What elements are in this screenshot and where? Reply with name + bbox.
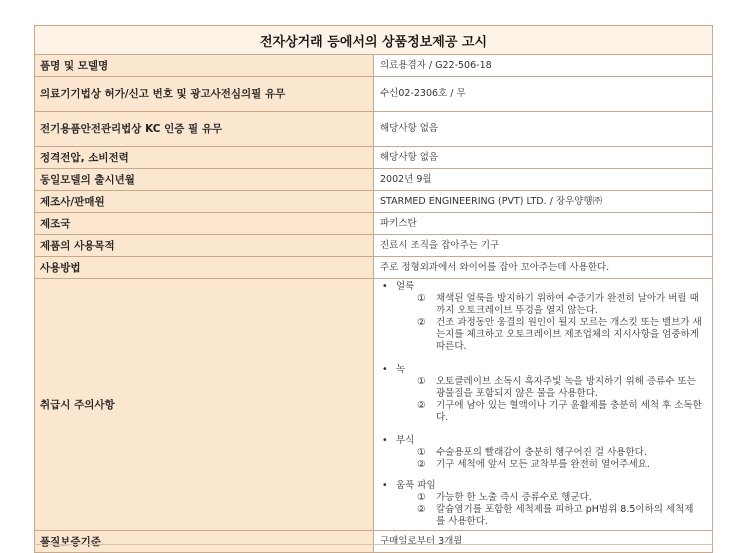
table-row (35, 235, 713, 257)
section-title: 움푹 파임 (396, 480, 436, 491)
circled-number: ② (417, 459, 426, 470)
bullet-icon: • (382, 281, 388, 292)
table-row (35, 191, 713, 213)
care-text: 기구에 남아 있는 혈액이나 기구 윤활제를 충분히 세척 후 소독한다. (436, 400, 702, 423)
row-label: 품명 및 모델명 (35, 55, 374, 77)
care-text: 건조 과정동안 웅결의 원인이 될지 모르는 개스킷 또는 밸브가 새는지를 체크하고 오토크레이브 제조업체의 지시사항을 엄중하게 따른다. (436, 317, 702, 352)
row-value: 파키스탄 (374, 213, 713, 235)
table-row (35, 531, 713, 553)
care-section-corrosion (380, 435, 706, 471)
bullet-icon: • (382, 364, 388, 375)
row-label: 제조사/판매원 (35, 191, 374, 213)
care-text: 오토클레이브 소독시 흑자주빛 녹을 방지하기 위해 증류수 또는 광물질을 포함되지 않은 물을 사용한다. (436, 376, 696, 399)
care-section-stain (380, 281, 706, 353)
row-value: 수신02-2306호 / 무 (374, 77, 713, 112)
bullet-icon: • (382, 435, 388, 446)
circled-number: ① (417, 492, 426, 503)
product-info-table (34, 25, 713, 553)
care-section-rust (380, 364, 706, 424)
circled-number: ② (417, 504, 426, 515)
table-row (35, 257, 713, 279)
row-label: 취급시 주의사항 (35, 279, 374, 531)
row-value: 해당사항 없음 (374, 112, 713, 147)
circled-number: ② (417, 317, 426, 328)
bottom-divider (34, 544, 713, 545)
care-instructions (374, 279, 713, 531)
row-value: 의료용겸자 / G22-506-18 (374, 55, 713, 77)
table-row (35, 213, 713, 235)
row-value: 진료시 조직을 잡아주는 기구 (374, 235, 713, 257)
row-value: 구매일로부터 3개월 (374, 531, 713, 553)
section-title: 녹 (396, 364, 406, 375)
row-label: 사용방법 (35, 257, 374, 279)
care-text: 칼슘염기를 포함한 세척제를 피하고 pH범위 8.5이하의 세척제를 사용한다. (436, 504, 694, 527)
row-label: 제조국 (35, 213, 374, 235)
care-text: 가능한 한 노출 즉시 증류수로 헹군다. (436, 492, 592, 503)
table-row (35, 147, 713, 169)
circled-number: ② (417, 400, 426, 411)
row-label: 전기용품안전관리법상 KC 인증 필 유무 (35, 112, 374, 147)
table-row (35, 112, 713, 147)
row-label: 동일모델의 출시년월 (35, 169, 374, 191)
table-row (35, 55, 713, 77)
row-label: 정격전압, 소비전력 (35, 147, 374, 169)
bullet-icon: • (382, 480, 388, 491)
circled-number: ① (417, 293, 426, 304)
row-value: 2002년 9월 (374, 169, 713, 191)
table-title: 전자상거래 등에서의 상품정보제공 고시 (35, 26, 713, 55)
section-title: 부식 (396, 435, 415, 446)
row-label: 제품의 사용목적 (35, 235, 374, 257)
care-section-pitting (380, 480, 706, 528)
circled-number: ① (417, 447, 426, 458)
row-value: STARMED ENGINEERING (PVT) LTD. / 장우양행㈜ (374, 191, 713, 213)
care-text: 수술용포의 빨래감이 충분히 헹구어진 걸 사용한다. (436, 447, 647, 458)
care-text: 채색된 얼룩을 방지하기 위하여 수증기가 완전히 날아가 버릴 때까지 오토크레이브 뚜겅을 열지 않는다. (436, 293, 699, 316)
row-value: 주로 정형외과에서 와이어를 잡아 꼬아주는데 사용한다. (374, 257, 713, 279)
row-label: 품질보증기준 (35, 531, 374, 553)
care-text: 기구 세척에 앞서 모든 교착부를 완전히 열어주세요. (436, 459, 650, 470)
table-row (35, 169, 713, 191)
table-row-care (35, 279, 713, 531)
circled-number: ① (417, 376, 426, 387)
section-title: 얼룩 (396, 281, 415, 292)
table-row (35, 77, 713, 112)
row-value: 해당사항 없음 (374, 147, 713, 169)
product-info-notice (34, 25, 713, 553)
row-label: 의료기기법상 허가/신고 번호 및 광고사전심의필 유무 (35, 77, 374, 112)
